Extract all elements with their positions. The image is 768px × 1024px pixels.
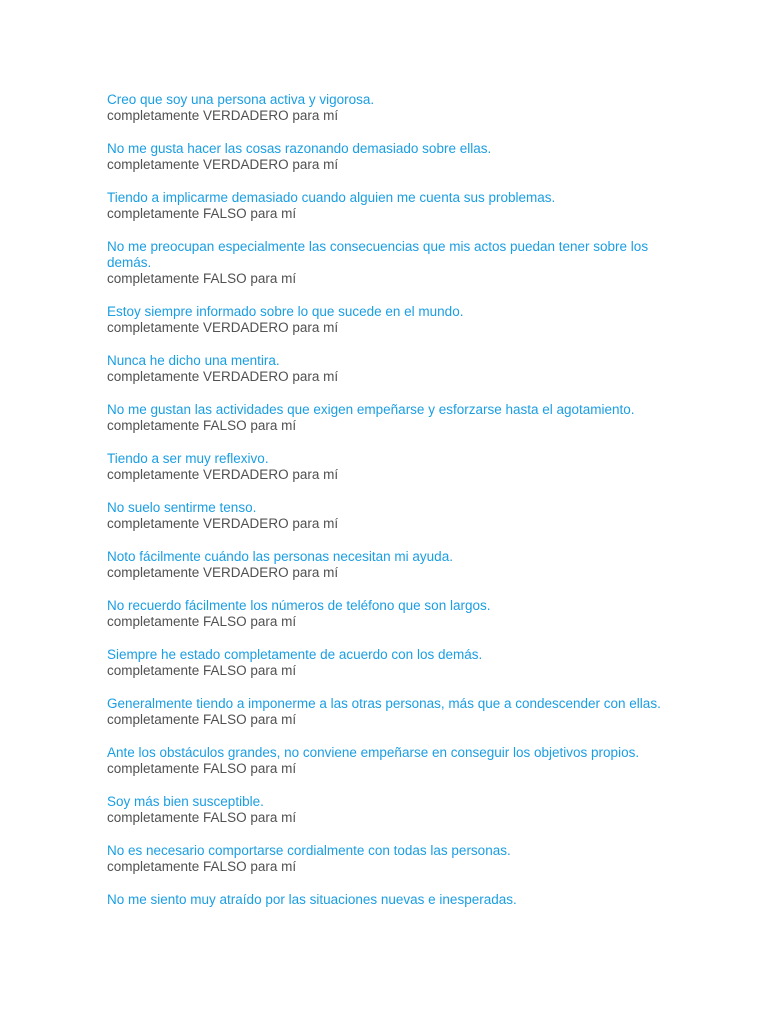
question-text: No me gusta hacer las cosas razonando demasiado sobre ellas. <box>107 141 492 156</box>
answer-text: completamente FALSO para mí <box>107 271 297 286</box>
question-text: No es necesario comportarse cordialmente con todas las personas. <box>107 843 511 858</box>
question-text: Noto fácilmente cuándo las personas necesitan mi ayuda. <box>107 549 453 564</box>
question-text: Tiendo a ser muy reflexivo. <box>107 451 269 466</box>
question-text: Generalmente tiendo a imponerme a las otras personas, más que a condescender con ellas. <box>107 696 661 711</box>
list-item <box>107 402 667 434</box>
list-item <box>107 892 667 908</box>
answer-text: completamente FALSO para mí <box>107 663 297 678</box>
answer-text: completamente FALSO para mí <box>107 761 297 776</box>
answer-text: completamente VERDADERO para mí <box>107 320 339 335</box>
answer-text: completamente VERDADERO para mí <box>107 565 339 580</box>
list-item <box>107 239 667 287</box>
list-item <box>107 451 667 483</box>
list-item <box>107 353 667 385</box>
question-text: Siempre he estado completamente de acuerdo con los demás. <box>107 647 483 662</box>
question-text: Estoy siempre informado sobre lo que sucede en el mundo. <box>107 304 464 319</box>
list-item <box>107 647 667 679</box>
answer-text: completamente VERDADERO para mí <box>107 467 339 482</box>
question-text: Soy más bien susceptible. <box>107 794 264 809</box>
answer-text: completamente FALSO para mí <box>107 418 297 433</box>
answer-text: completamente VERDADERO para mí <box>107 108 339 123</box>
answer-text: completamente FALSO para mí <box>107 614 297 629</box>
list-item <box>107 549 667 581</box>
question-text: Nunca he dicho una mentira. <box>107 353 280 368</box>
answer-text: completamente FALSO para mí <box>107 206 297 221</box>
question-text: No recuerdo fácilmente los números de teléfono que son largos. <box>107 598 491 613</box>
list-item <box>107 598 667 630</box>
list-item <box>107 304 667 336</box>
list-item <box>107 843 667 875</box>
question-text: Creo que soy una persona activa y vigorosa. <box>107 92 375 107</box>
list-item <box>107 794 667 826</box>
question-text: No me preocupan especialmente las consecuencias que mis actos puedan tener sobre los demás. <box>107 239 649 270</box>
list-item <box>107 745 667 777</box>
question-text: No me gustan las actividades que exigen empeñarse y esforzarse hasta el agotamiento. <box>107 402 635 417</box>
answer-text: completamente VERDADERO para mí <box>107 516 339 531</box>
list-item <box>107 141 667 173</box>
list-item <box>107 92 667 124</box>
questionnaire-list <box>107 92 667 925</box>
answer-text: completamente FALSO para mí <box>107 810 297 825</box>
answer-text: completamente FALSO para mí <box>107 712 297 727</box>
list-item <box>107 696 667 728</box>
list-item <box>107 190 667 222</box>
question-text: Ante los obstáculos grandes, no conviene empeñarse en conseguir los objetivos propios. <box>107 745 640 760</box>
list-item <box>107 500 667 532</box>
answer-text: completamente VERDADERO para mí <box>107 369 339 384</box>
question-text: No suelo sentirme tenso. <box>107 500 257 515</box>
answer-text: completamente VERDADERO para mí <box>107 157 339 172</box>
question-text: Tiendo a implicarme demasiado cuando alguien me cuenta sus problemas. <box>107 190 556 205</box>
answer-text: completamente FALSO para mí <box>107 859 297 874</box>
question-text: No me siento muy atraído por las situaciones nuevas e inesperadas. <box>107 892 517 907</box>
